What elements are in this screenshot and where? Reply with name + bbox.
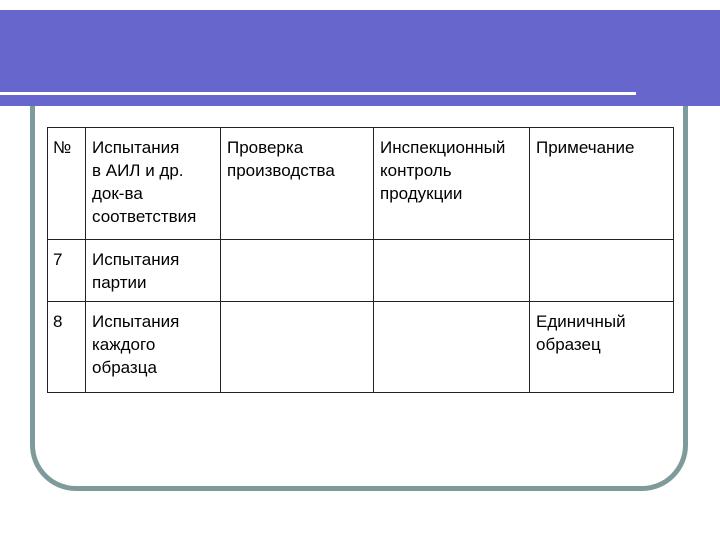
table-header-row <box>48 128 674 240</box>
header-cell-inspection-control: Инспекционный контроль продукции <box>374 128 530 240</box>
certification-schemes-table <box>47 127 674 393</box>
lab-testing-cell: Испытания партии <box>86 240 221 302</box>
note-cell <box>530 240 674 302</box>
row-number-cell: 7 <box>48 240 86 302</box>
production-check-cell <box>221 302 374 393</box>
lab-testing-cell: Испытания каждого образца <box>86 302 221 393</box>
note-cell: Единичный образец <box>530 302 674 393</box>
inspection-control-cell <box>374 240 530 302</box>
header-cell-number: № <box>48 128 86 240</box>
production-check-cell <box>221 240 374 302</box>
inspection-control-cell <box>374 302 530 393</box>
table-row <box>48 302 674 393</box>
title-underline <box>0 92 636 95</box>
header-cell-production-check: Проверка производства <box>221 128 374 240</box>
row-number-cell: 8 <box>48 302 86 393</box>
header-cell-lab-testing: Испытания в АИЛ и др. док-ва соответствия <box>86 128 221 240</box>
table-row <box>48 240 674 302</box>
header-cell-note: Примечание <box>530 128 674 240</box>
